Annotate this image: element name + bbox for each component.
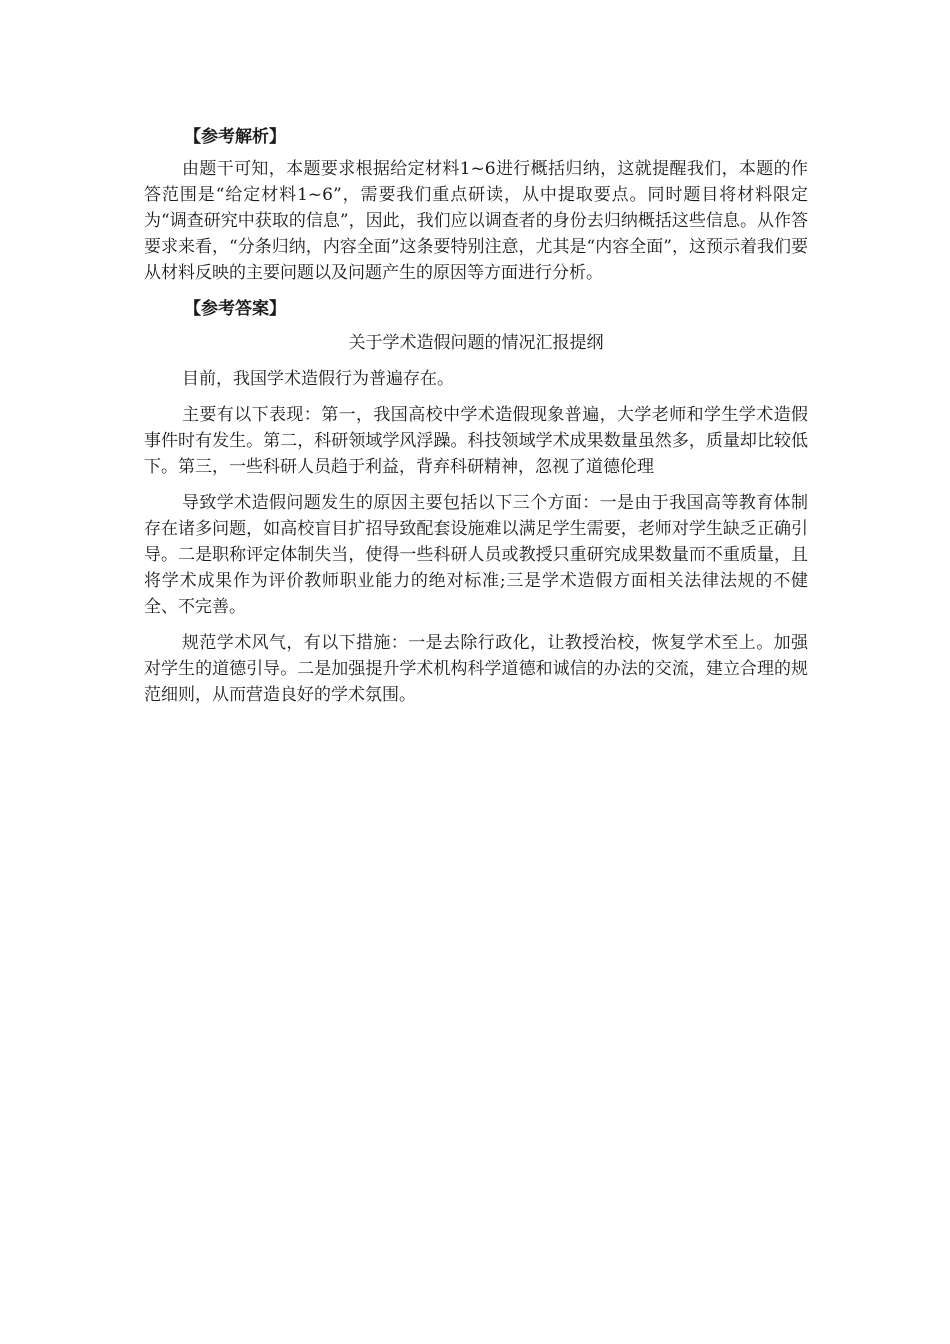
answer-paragraph-4: 规范学术风气，有以下措施：一是去除行政化，让教授治校，恢复学术至上。加强对学生的道德引导。二是加强提升学术机构科学道德和诚信的办法的交流，建立合理的规范细则，从而营造良好的学术氛围。 bbox=[144, 633, 808, 705]
answer-heading: 【参考答案】 bbox=[184, 299, 286, 319]
analysis-heading: 【参考解析】 bbox=[184, 127, 286, 147]
answer-paragraph-1: 目前，我国学术造假行为普遍存在。 bbox=[182, 369, 454, 389]
answer-paragraph-2: 主要有以下表现：第一，我国高校中学术造假现象普遍，大学老师和学生学术造假事件时有发生。第二，科研领域学风浮躁。科技领域学术成果数量虽然多，质量却比较低下。第三，一些科研人员趋于利益，背弃科研精神，忽视了道德伦理 bbox=[144, 405, 808, 477]
answer-title: 关于学术造假问题的情况汇报提纲 bbox=[348, 333, 604, 353]
answer-paragraph-3: 导致学术造假问题发生的原因主要包括以下三个方面：一是由于我国高等教育体制存在诸多问题，如高校盲目扩招导致配套设施难以满足学生需要，老师对学生缺乏正确引导。二是职称评定体制失当，使得一些科研人员或教授只重研究成果数量而不重质量，且将学术成果作为评价教师职业能力的绝对标准;三是学术造假方面相关法律法规的不健全、不完善。 bbox=[144, 493, 808, 617]
analysis-paragraph: 由题干可知，本题要求根据给定材料1~6进行概括归纳，这就提醒我们，本题的作答范围是“给定材料1~6”，需要我们重点研读，从中提取要点。同时题目将材料限定为“调查研究中获取的信息”，因此，我们应以调查者的身份去归纳概括这些信息。从作答要求来看，“分条归纳，内容全面”这条要特别注意，尤其是“内容全面”，这预示着我们要从材料反映的主要问题以及问题产生的原因等方面进行分析。 bbox=[144, 159, 808, 283]
document-page bbox=[144, 118, 808, 718]
